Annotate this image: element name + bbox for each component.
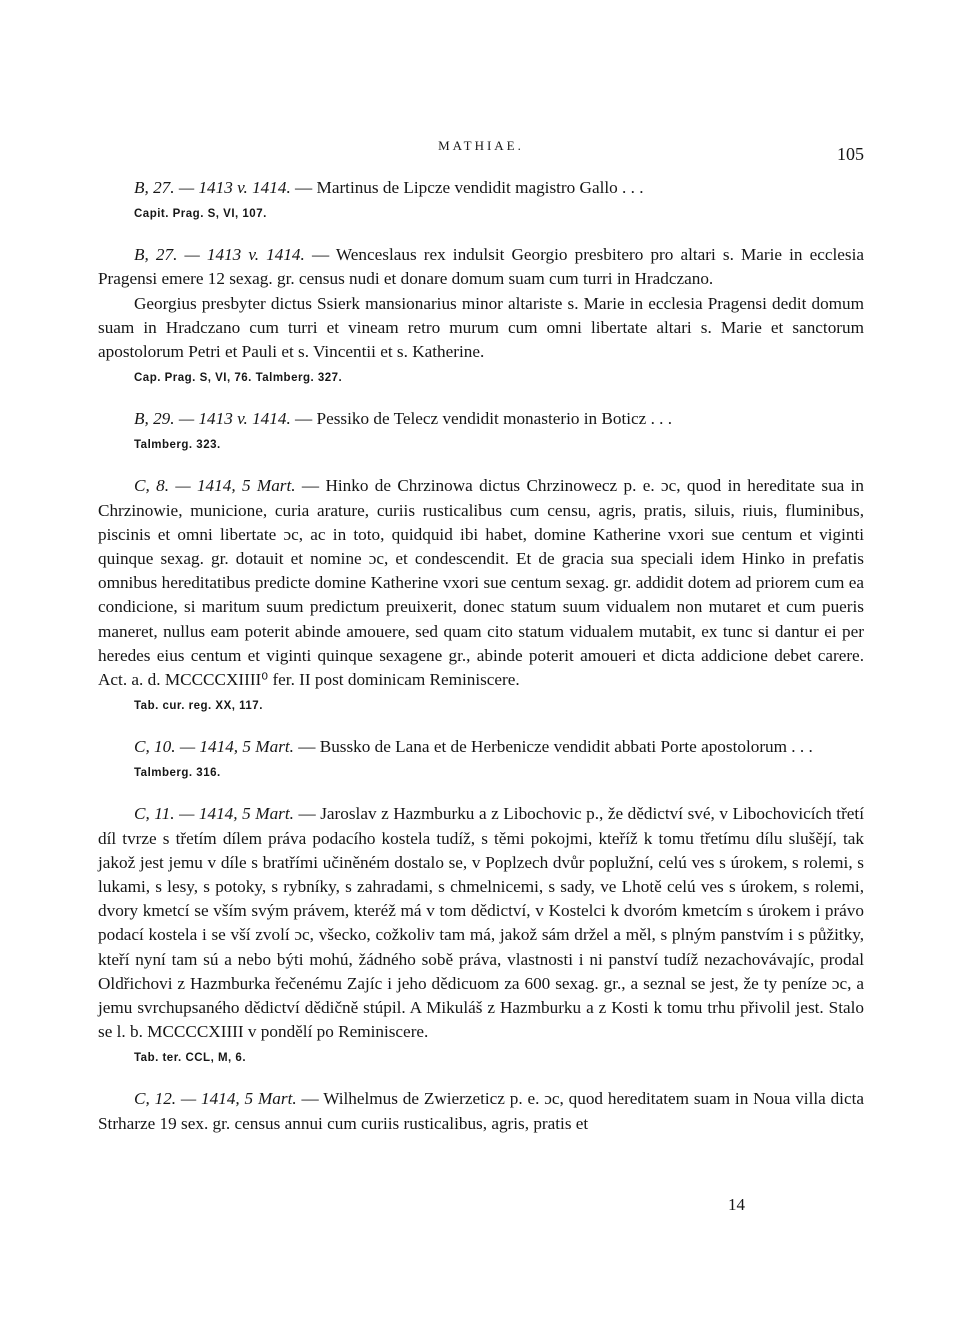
entry-body: — Wenceslaus rex indulsit Georgio presbitero pro altari s. Marie in ecclesia Pragensi emere 12 sexag. gr. census nudi et donare domum suam cum turri in Hradczano. [98,245,864,289]
entry [98,1087,864,1135]
entry-heading: B, 27. — 1413 v. 1414. [134,245,305,265]
entry-text [98,407,864,431]
document-body [98,176,864,1136]
entry-heading: B, 29. — 1413 v. 1414. [134,409,291,429]
page-header [98,138,864,164]
entry-text [98,176,864,200]
source-reference: Talmberg. 323. [134,439,221,452]
signature-mark: 14 [728,1195,745,1214]
entry [98,407,864,455]
source-reference: Capit. Prag. S, VI, 107. [134,208,267,221]
entry-heading: C, 12. — 1414, 5 Mart. [134,1089,297,1109]
entry-body: — Wilhelmus de Zwierzeticz p. e. ɔc, quod hereditatem suam in Noua villa dicta Strharze 19 sex. gr. census annui cum curiis rusticalibus, agris, pratis et [98,1089,864,1133]
source-reference: Cap. Prag. S, VI, 76. Talmberg. 327. [134,372,343,385]
entry-heading: C, 10. — 1414, 5 Mart. [134,737,294,757]
running-title: MATHIAE. [438,138,524,153]
entry [98,474,864,716]
entry [98,802,864,1068]
entry-heading: C, 8. — 1414, 5 Mart. [134,476,296,496]
entry-heading: C, 11. — 1414, 5 Mart. [134,804,294,824]
entry-body: — Martinus de Lipcze vendidit magistro Gallo . . . [290,178,644,197]
entry-text [98,802,864,1044]
entry-body: — Jaroslav z Hazmburku a z Libochovic p., že dědictví své, v Libochovicích třetí díl tvrze s třetím dílem práva podacího kostela tudíž, s těmi pokojmi, kteříž k tomu třetímu dílu slušějí, tak jakož jest jemu v díle s bratřími učiněném dostalo se, v Poplzech dvůr poplužní, celú ves s úrokem, s rolemi, s lukami, s lesy, s potoky, s rybníky, s zahradami, s chmelnicemi, s sady, ve Lhotě celú ves s úrokem, s rolemi, dvory kmetcí se vším svým právem, kteréž má v tom dědictví, v Kostelci k dvoróm kmetcím s úrokem i právo podací kostela i se vší zvolí ɔc, všecko, cožkoliv tam má, jakož sám držel a měl, s plným panstvím i s půžitky, kteří nyní tam sú a nebo býti mohú, žádného sobě práva, vlastnosti i ni panství tudíž nezachovávajíc, prodal Oldřichovi z Hazmburka řečenému Zajíc i jeho dědicuom za 600 sexag. gr., a seznal se jest, že ty peníze ɔc, a jemu svrchupsaného dědictví dědičně stúpil. A Mikuláš z Hazmburku a z Kosti k tomu trhu přivolil jest. Stalo se l. b. MCCCCXIIII v pondělí po Reminiscere. [98,804,864,1042]
source-reference: Talmberg. 316. [134,767,221,780]
entry-body: — Pessiko de Telecz vendidit monasterio in Boticz . . . [290,409,673,429]
entry-text-continued: Georgius presbyter dictus Ssierk mansionarius minor altariste s. Marie in ecclesia Pragensi dedit domum suam in Hradczano cum turri et vineam retro murum cum omni libertate altari s. Marie et sanctorum apostolorum Petri et Pauli et s. Vincentii et s. Katherine. [98,293,864,362]
entry [98,735,864,783]
source-reference: Tab. cur. reg. XX, 117. [134,700,263,713]
entry-text [98,1087,864,1135]
entry-text [98,474,864,692]
source-reference: Tab. ter. CCL, M, 6. [134,1052,247,1065]
entry-text [98,243,864,291]
entry-body: — Bussko de Lana et de Herbenicze vendidit abbati Porte apostolorum . . . [293,737,813,757]
entry [98,176,864,224]
entry [98,243,864,388]
entry-text [98,735,864,759]
entry-body: — Hinko de Chrzinowa dictus Chrzinowecz p. e. ɔc, quod in hereditate sua in Chrzinowie, municione, curia arature, curiis rusticalibus cum censu, agris, pratis, siluis, riuis, fluminibus, piscinis et omni libertate ɔc, ac in toto, quidquid ibi habet, domine Katherine vxori sue centum et viginti quinque sexag. gr. dotauit et nomine ɔc, et condescendit. Et de gracia sua speciali idem Hinko in prefatis omnibus hereditatibus predicte domine Katherine vxori sue centum sexag. gr. addidit dotem ad priorem cum ea condicione, si maritum suum predictum preuixerit, donec statum suum vidualem non mutaret et cum pueris maneret, nullus eam poterit abinde amouere, sed quam cito statum vidualem mutabit, ex tunc si dantur ei per heredes eius centum et viginti quinque sexagene gr., abinde poterit amoueri et dicta addicione debet carere. Act. a. d. MCCCCXIIII⁰ fer. II post dominicam Reminiscere. [98,476,864,690]
page-number: 105 [837,144,864,164]
entry-heading: B, 27. — 1413 v. 1414. [134,178,291,197]
